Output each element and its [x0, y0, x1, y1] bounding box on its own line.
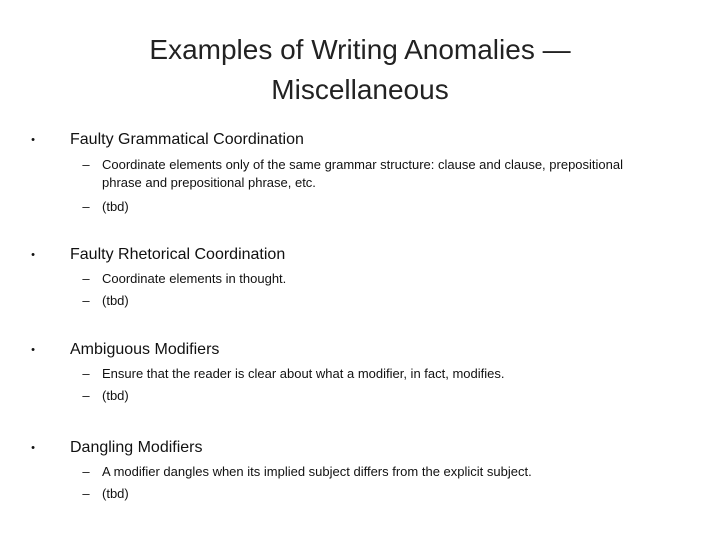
sub-bullet-ambiguous-definition: Ensure that the reader is clear about what a modifier, in fact, modifies.: [102, 366, 505, 381]
bullet-ambiguous-modifiers: Ambiguous Modifiers: [70, 341, 220, 358]
sub-bullet-dangling-tbd: (tbd): [102, 486, 129, 501]
sub-bullet-rhetorical-tbd: (tbd): [102, 293, 129, 308]
bullet-dangling-modifiers: Dangling Modifiers: [70, 439, 203, 456]
slide-title-line-1: Examples of Writing Anomalies —: [149, 34, 571, 65]
bullet-faulty-grammatical-coordination: Faulty Grammatical Coordination: [70, 131, 304, 148]
bullet-marker: •: [31, 249, 35, 261]
sub-bullet-grammatical-tbd: (tbd): [102, 199, 129, 214]
sub-bullet-marker: –: [82, 199, 90, 214]
sub-bullet-marker: –: [82, 271, 90, 286]
sub-bullet-marker: –: [82, 464, 90, 479]
slide-title: [60, 30, 660, 110]
bullet-marker: •: [31, 344, 35, 356]
bullet-marker: •: [31, 442, 35, 454]
bullet-marker: •: [31, 134, 35, 146]
sub-bullet-ambiguous-tbd: (tbd): [102, 388, 129, 403]
sub-bullet-rhetorical-definition: Coordinate elements in thought.: [102, 271, 287, 286]
sub-bullet-marker: –: [82, 293, 90, 308]
slide-title-line-2: Miscellaneous: [271, 74, 449, 105]
sub-bullet-marker: –: [82, 157, 90, 172]
sub-bullet-grammatical-definition: Coordinate elements only of the same grammar structure: clause and clause, prepositional phrase and prepositional phrase, etc.: [102, 157, 623, 190]
sub-bullet-marker: –: [82, 388, 90, 403]
sub-bullet-dangling-definition: A modifier dangles when its implied subject differs from the explicit subject.: [102, 464, 532, 479]
sub-bullet-marker: –: [82, 366, 90, 381]
bullet-faulty-rhetorical-coordination: Faulty Rhetorical Coordination: [70, 246, 286, 263]
sub-bullet-marker: –: [82, 486, 90, 501]
